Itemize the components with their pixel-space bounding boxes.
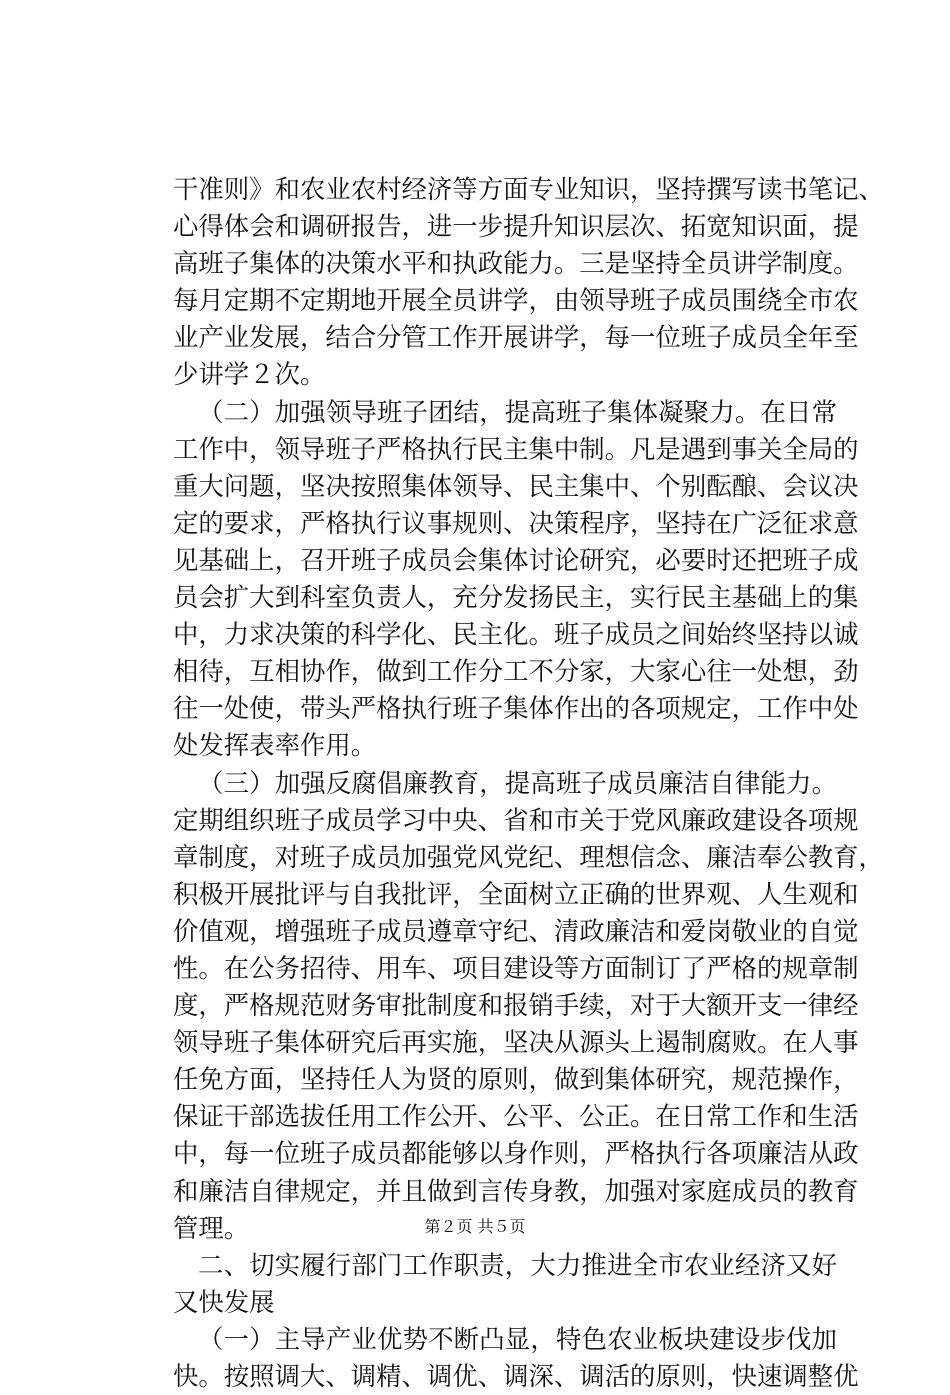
text-line: （一）主导产业优势不断凸显，特色农业板块建设步伐加 xyxy=(198,1323,837,1354)
text-line: 和廉洁自律规定，并且做到言传身教，加强对家庭成员的教育 xyxy=(173,1175,859,1206)
text-line: 少讲学２次。 xyxy=(173,359,326,390)
text-line: 任免方面，坚持任人为贤的原则，做到集体研究，规范操作， xyxy=(173,1064,859,1095)
text-line: 章制度，对班子成员加强党风党纪、理想信念、廉洁奉公教育， xyxy=(173,841,884,872)
page-footer: 第２页 共５页 xyxy=(424,1217,526,1236)
text-line: 定的要求，严格执行议事规则、决策程序，坚持在广泛征求意 xyxy=(173,507,859,538)
text-line: （二）加强领导班子团结，提高班子集体凝聚力。在日常 xyxy=(198,396,837,427)
text-line: 领导班子集体研究后再实施，坚决从源头上遏制腐败。在人事 xyxy=(173,1027,859,1058)
text-line: 相待，互相协作，做到工作分工不分家，大家心往一处想，劲 xyxy=(173,656,859,687)
text-line: 处发挥表率作用。 xyxy=(173,730,377,761)
text-line: 干准则》和农业农村经济等方面专业知识，坚持撰写读书笔记、 xyxy=(173,174,884,204)
text-line: 业产业发展，结合分管工作开展讲学，每一位班子成员全年至 xyxy=(173,322,859,353)
text-line: 员会扩大到科室负责人，充分发扬民主，实行民主基础上的集 xyxy=(173,582,859,613)
text-line: 见基础上，召开班子成员会集体讨论研究，必要时还把班子成 xyxy=(173,544,859,575)
text-line: （三）加强反腐倡廉教育，提高班子成员廉洁自律能力。 xyxy=(198,767,837,798)
text-line: 管理。 xyxy=(173,1212,250,1243)
text-line: 积极开展批评与自我批评，全面树立正确的世界观、人生观和 xyxy=(173,878,859,909)
text-line: 心得体会和调研报告，进一步提升知识层次、拓宽知识面，提 xyxy=(173,211,859,242)
text-line: 中，力求决策的科学化、民主化。班子成员之间始终坚持以诚 xyxy=(173,619,859,650)
text-line: 重大问题，坚决按照集体领导、民主集中、个别酝酿、会议决 xyxy=(173,470,859,501)
text-line: 每月定期不定期地开展全员讲学，由领导班子成员围绕全市农 xyxy=(173,285,859,316)
text-line: 高班子集体的决策水平和执政能力。三是坚持全员讲学制度。 xyxy=(173,248,859,279)
text-line: 快。按照调大、调精、调优、调深、调活的原则，快速调整优 xyxy=(173,1361,859,1391)
text-line: 二、切实履行部门工作职责，大力推进全市农业经济又好 xyxy=(198,1249,837,1280)
text-line: 中，每一位班子成员都能够以身作则，严格执行各项廉洁从政 xyxy=(173,1138,859,1169)
text-line: 度，严格规范财务审批制度和报销手续，对于大额开支一律经 xyxy=(173,990,859,1021)
text-line: 往一处使，带头严格执行班子集体作出的各项规定，工作中处 xyxy=(173,693,859,724)
text-line: 又快发展 xyxy=(173,1286,275,1317)
text-line: 保证干部选拔任用工作公开、公平、公正。在日常工作和生活 xyxy=(173,1101,859,1132)
text-line: 价值观，增强班子成员遵章守纪、清政廉洁和爱岗敬业的自觉 xyxy=(173,915,859,946)
text-line: 定期组织班子成员学习中央、省和市关于党风廉政建设各项规 xyxy=(173,804,859,835)
text-line: 工作中，领导班子严格执行民主集中制。凡是遇到事关全局的 xyxy=(173,433,859,464)
document-body xyxy=(173,171,884,1395)
text-line: 性。在公务招待、用车、项目建设等方面制订了严格的规章制 xyxy=(173,952,859,983)
